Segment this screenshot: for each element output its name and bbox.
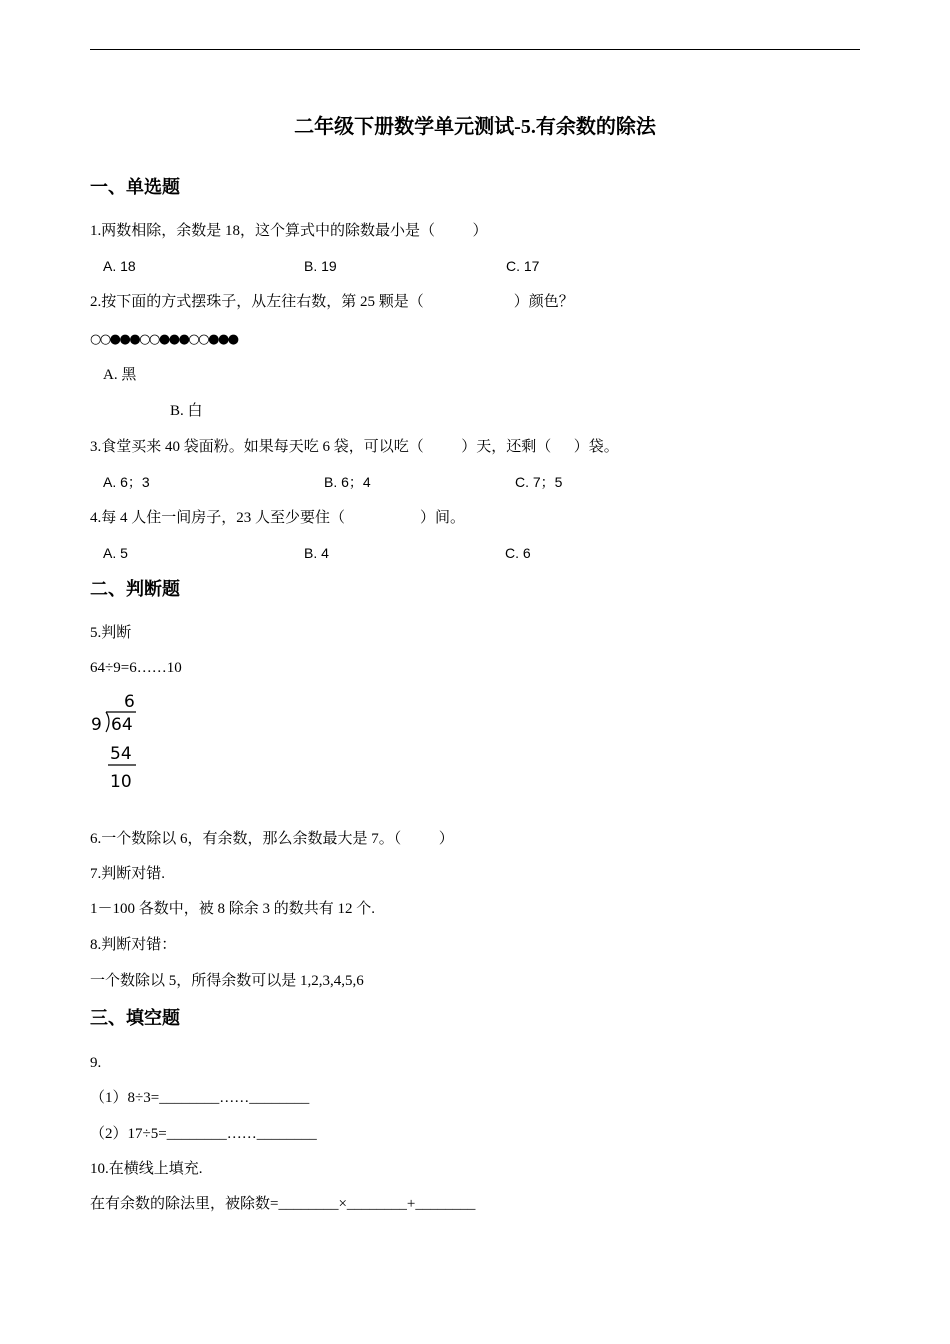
- question-3-option-a[interactable]: A. 6；3: [103, 474, 150, 490]
- question-4-option-c[interactable]: C. 6: [505, 545, 531, 561]
- header-rule: [90, 49, 860, 50]
- question-1: 1.两数相除，余数是 18，这个算式中的除数最小是（ ）: [90, 223, 488, 239]
- question-9-part-2[interactable]: （2）17÷5=________……________: [90, 1126, 317, 1142]
- question-2-option-a[interactable]: A. 黑: [103, 367, 137, 383]
- question-3-option-b[interactable]: B. 6；4: [324, 474, 371, 490]
- question-8: 8.判断对错：: [90, 937, 177, 953]
- question-1-option-c[interactable]: C. 17: [506, 258, 540, 274]
- section-heading-single-choice: 一、单选题: [90, 177, 180, 197]
- question-1-option-b[interactable]: B. 19: [304, 258, 337, 274]
- question-2-option-b[interactable]: B. 白: [170, 403, 203, 419]
- division-product: 54: [110, 744, 132, 764]
- question-3: 3.食堂买来 40 袋面粉。如果每天吃 6 袋，可以吃（ ）天，还剩（ ）袋。: [90, 439, 619, 455]
- question-6: 6.一个数除以 6，有余数，那么余数最大是 7。（ ）: [90, 831, 454, 847]
- division-remainder: 10: [110, 772, 132, 792]
- page-title: 二年级下册数学单元测试-5.有余数的除法: [294, 116, 656, 138]
- question-7-statement: 1－100 各数中，被 8 除余 3 的数共有 12 个.: [90, 901, 376, 917]
- question-2: 2.按下面的方式摆珠子，从左往右数，第 25 颗是（ ）颜色？: [90, 294, 574, 310]
- question-4-option-a[interactable]: A. 5: [103, 545, 128, 561]
- question-3-option-c[interactable]: C. 7；5: [515, 474, 563, 490]
- question-4-option-b[interactable]: B. 4: [304, 545, 329, 561]
- division-divisor: 9: [91, 715, 102, 735]
- long-division-figure: [88, 692, 148, 792]
- question-4: 4.每 4 人住一间房子，23 人至少要住（ ）间。: [90, 510, 466, 526]
- question-10-statement[interactable]: 在有余数的除法里，被除数=________×________+________: [90, 1196, 476, 1212]
- section-heading-true-false: 二、判断题: [90, 579, 180, 599]
- question-1-option-a[interactable]: A. 18: [103, 258, 136, 274]
- question-5: 5.判断: [90, 625, 132, 641]
- question-9: 9.: [90, 1055, 102, 1071]
- division-dividend: 64: [111, 715, 133, 735]
- question-8-statement: 一个数除以 5，所得余数可以是 1,2,3,4,5,6: [90, 973, 364, 989]
- question-10: 10.在横线上填充.: [90, 1161, 203, 1177]
- question-5-expression: 64÷9=6……10: [90, 660, 182, 676]
- question-7: 7.判断对错.: [90, 866, 166, 882]
- question-9-part-1[interactable]: （1）8÷3=________……________: [90, 1090, 310, 1106]
- bead-pattern: ○○●●●○○●●●○○●●●: [90, 332, 238, 347]
- section-heading-fill-in: 三、填空题: [90, 1008, 180, 1028]
- division-quotient: 6: [124, 692, 135, 712]
